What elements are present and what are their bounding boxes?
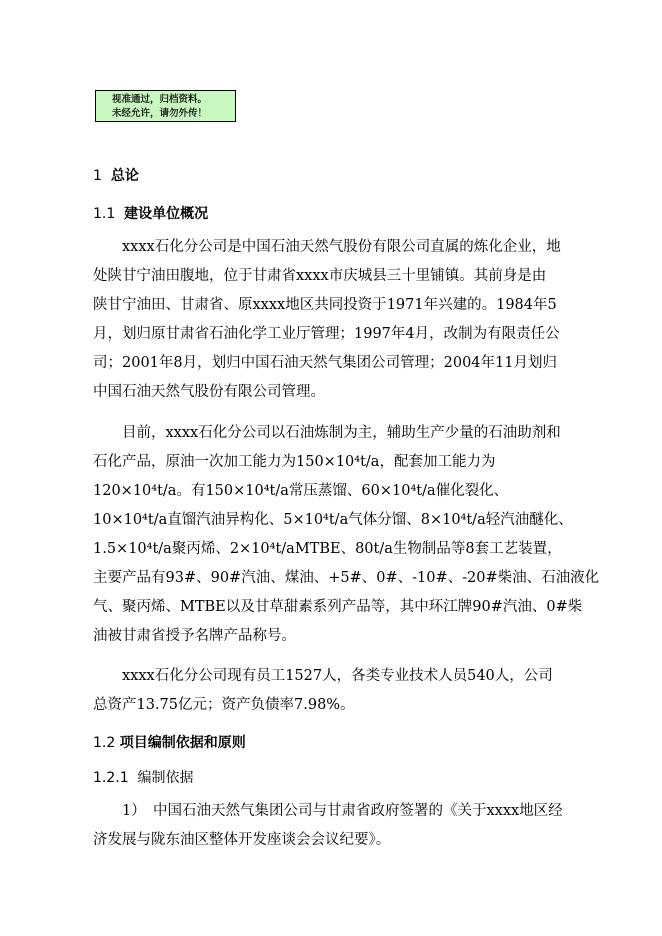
text-line: 石化产品，原油一次加工能力为150×10⁴t/a，配套加工能力为 [93, 454, 496, 470]
text-line: 司；2001年8月，划归中国石油天然气集团公司管理；2004年11月划归 [93, 355, 557, 371]
text-line: 1.5×10⁴t/a聚丙烯、2×10⁴t/aMTBE、80t/a生物制品等8套工艺装置， [93, 541, 562, 557]
heading-title: 编制依据 [137, 770, 194, 786]
heading-1-general [93, 166, 139, 186]
text-line: 处陕甘宁油田腹地，位于甘肃省xxxx市庆城县三十里铺镇。其前身是由 [93, 268, 547, 284]
text-line: 主要产品有93#、90#汽油、煤油、+5#、0#、-10#、-20#柴油、石油液化 [93, 570, 600, 586]
text-line: xxxx石化分公司现有员工1527人，各类专业技术人员540人，公司 [93, 668, 553, 684]
notice-line-2: 未经允许，请勿外传！ [112, 108, 208, 119]
heading-title: 建设单位概况 [124, 206, 209, 222]
paragraph-staff-assets [93, 662, 613, 720]
text-line: 10×10⁴t/a直馏汽油异构化、5×10⁴t/a气体分馏、8×10⁴t/a轻汽油醚化、 [93, 512, 573, 528]
paragraph-production-capacity [93, 419, 613, 651]
text-line: 月，划归原甘肃省石油化学工业厅管理；1997年4月，改制为有限责任公 [93, 326, 560, 342]
text-line: 油被甘肃省授予名牌产品称号。 [93, 628, 296, 644]
text-line: 气、聚丙烯、MTBE以及甘草甜素系列产品等，其中环江牌90#汽油、0#柴 [93, 599, 583, 615]
heading-1-2-basis-principles [93, 733, 246, 753]
confidential-notice-box [95, 90, 236, 122]
text-line: 120×10⁴t/a。有150×10⁴t/a常压蒸馏、60×10⁴t/a催化裂化、 [93, 483, 509, 499]
text-line: 1） 中国石油天然气集团公司与甘肃省政府签署的《关于xxxx地区经 [93, 803, 563, 819]
text-line: 济发展与陇东油区整体开发座谈会会议纪要》。 [93, 832, 391, 848]
notice-line-1: 视准通过，归档资料。 [112, 94, 208, 105]
text-line: 陕甘宁油田、甘肃省、原xxxx地区共同投资于1971年兴建的。1984年5 [93, 297, 557, 313]
heading-number: 1.2.1 [93, 770, 129, 786]
paragraph-basis-item-1 [93, 797, 613, 855]
text-line: xxxx石化分公司是中国石油天然气股份有限公司直属的炼化企业，地 [93, 239, 561, 255]
heading-number: 1 [93, 168, 102, 184]
text-line: 目前，xxxx石化分公司以石油炼制为主，辅助生产少量的石油助剂和 [93, 425, 561, 441]
heading-number: 1.1 [93, 206, 116, 222]
heading-1-1-company-overview [93, 204, 208, 224]
text-line: 中国石油天然气股份有限公司管理。 [93, 384, 325, 400]
heading-title: 总论 [110, 168, 139, 184]
heading-title: 项目编制依据和原则 [119, 735, 246, 751]
heading-number: 1.2 [93, 735, 116, 751]
paragraph-company-history [93, 233, 613, 407]
text-line: 总资产13.75亿元；资产负债率7.98%。 [93, 697, 355, 713]
heading-1-2-1-basis [93, 768, 194, 788]
